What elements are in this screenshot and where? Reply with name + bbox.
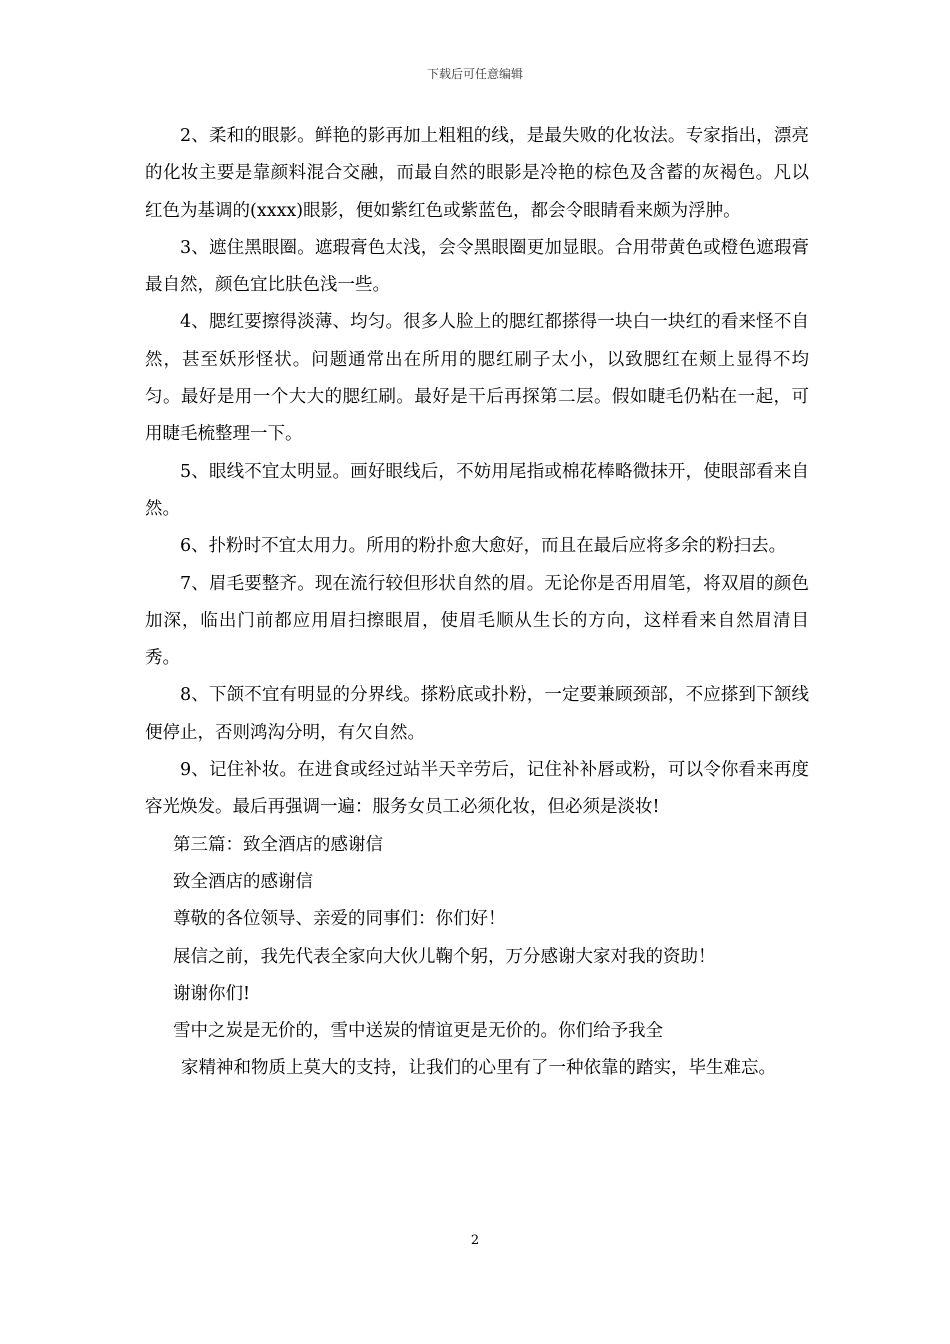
paragraph-blush: 4、腮红要擦得淡薄、均匀。很多人脸上的腮红都搽得一块白一块红的看来怪不自然，甚至妖形怪状。问题通常出在所用的腮红刷子太小，以致腮红在颊上显得不均匀。最好是用一个大大的腮红刷。最好是干后再探第二层。假如睫毛仍粘在一起，可用睫毛梳整理一下。 bbox=[145, 312, 809, 445]
letter-body-first-line: 雪中之炭是无价的，雪中送炭的情谊更是无价的。你们给予我全 bbox=[173, 1021, 663, 1042]
paragraph-eyebrows: 7、眉毛要整齐。现在流行较但形状自然的眉。无论你是否用眉笔，将双眉的颜色加深，临出门前都应用眉扫擦眼眉，使眉毛顺从生长的方向，这样看来自然眉清目秀。 bbox=[145, 573, 809, 669]
letter-body-continuation: 家精神和物质上莫大的支持，让我们的心里有了一种依靠的踏实，毕生难忘。 bbox=[181, 1058, 776, 1079]
paragraph-jawline: 8、下颌不宜有明显的分界线。搽粉底或扑粉，一定要兼顾颈部，不应搽到下颔线便停止，否则鸿沟分明，有欠自然。 bbox=[145, 685, 809, 743]
paragraph-touch-up: 9、记住补妆。在进食或经过站半天辛劳后，记住补补唇或粉，可以令你看来再度容光焕发。最后再强调一遍：服务女员工必须化妆，但必须是淡妆! bbox=[145, 760, 809, 818]
section-title: 第三篇：致全酒店的感谢信 bbox=[173, 834, 383, 855]
letter-thanks: 谢谢你们! bbox=[173, 983, 251, 1004]
paragraph-eyeshadow: 2、柔和的眼影。鲜艳的影再加上粗粗的线，是最失败的化妆法。专家指出，漂亮的化妆主要是靠颜料混合交融，而最自然的眼影是冷艳的棕色及含蓄的灰褐色。凡以红色为基调的(xxxx)眼影，便如紫红色或紫蓝色，都会令眼睛看来颇为浮肿。 bbox=[145, 126, 809, 221]
letter-greeting: 尊敬的各位领导、亲爱的同事们：你们好！ bbox=[173, 909, 506, 930]
paragraph-eyeliner: 5、眼线不宜太明显。画好眼线后，不妨用尾指或棉花棒略微抹开，使眼部看来自然。 bbox=[145, 461, 809, 519]
page-number: 2 bbox=[470, 1233, 480, 1248]
paragraph-powder: 6、扑粉时不宜太用力。所用的粉扑愈大愈好，而且在最后应将多余的粉扫去。 bbox=[180, 536, 787, 557]
letter-opening: 展信之前，我先代表全家向大伙儿鞠个躬，万分感谢大家对我的资助！ bbox=[173, 946, 716, 967]
letter-title: 致全酒店的感谢信 bbox=[173, 871, 313, 892]
page-header-note: 下载后可任意编辑 bbox=[426, 67, 523, 81]
document-body bbox=[145, 118, 809, 1088]
paragraph-dark-circles: 3、遮住黑眼圈。遮瑕膏色太浅，会令黑眼圈更加显眼。合用带黄色或橙色遮瑕膏最自然，颜色宜比肤色浅一些。 bbox=[145, 237, 809, 296]
